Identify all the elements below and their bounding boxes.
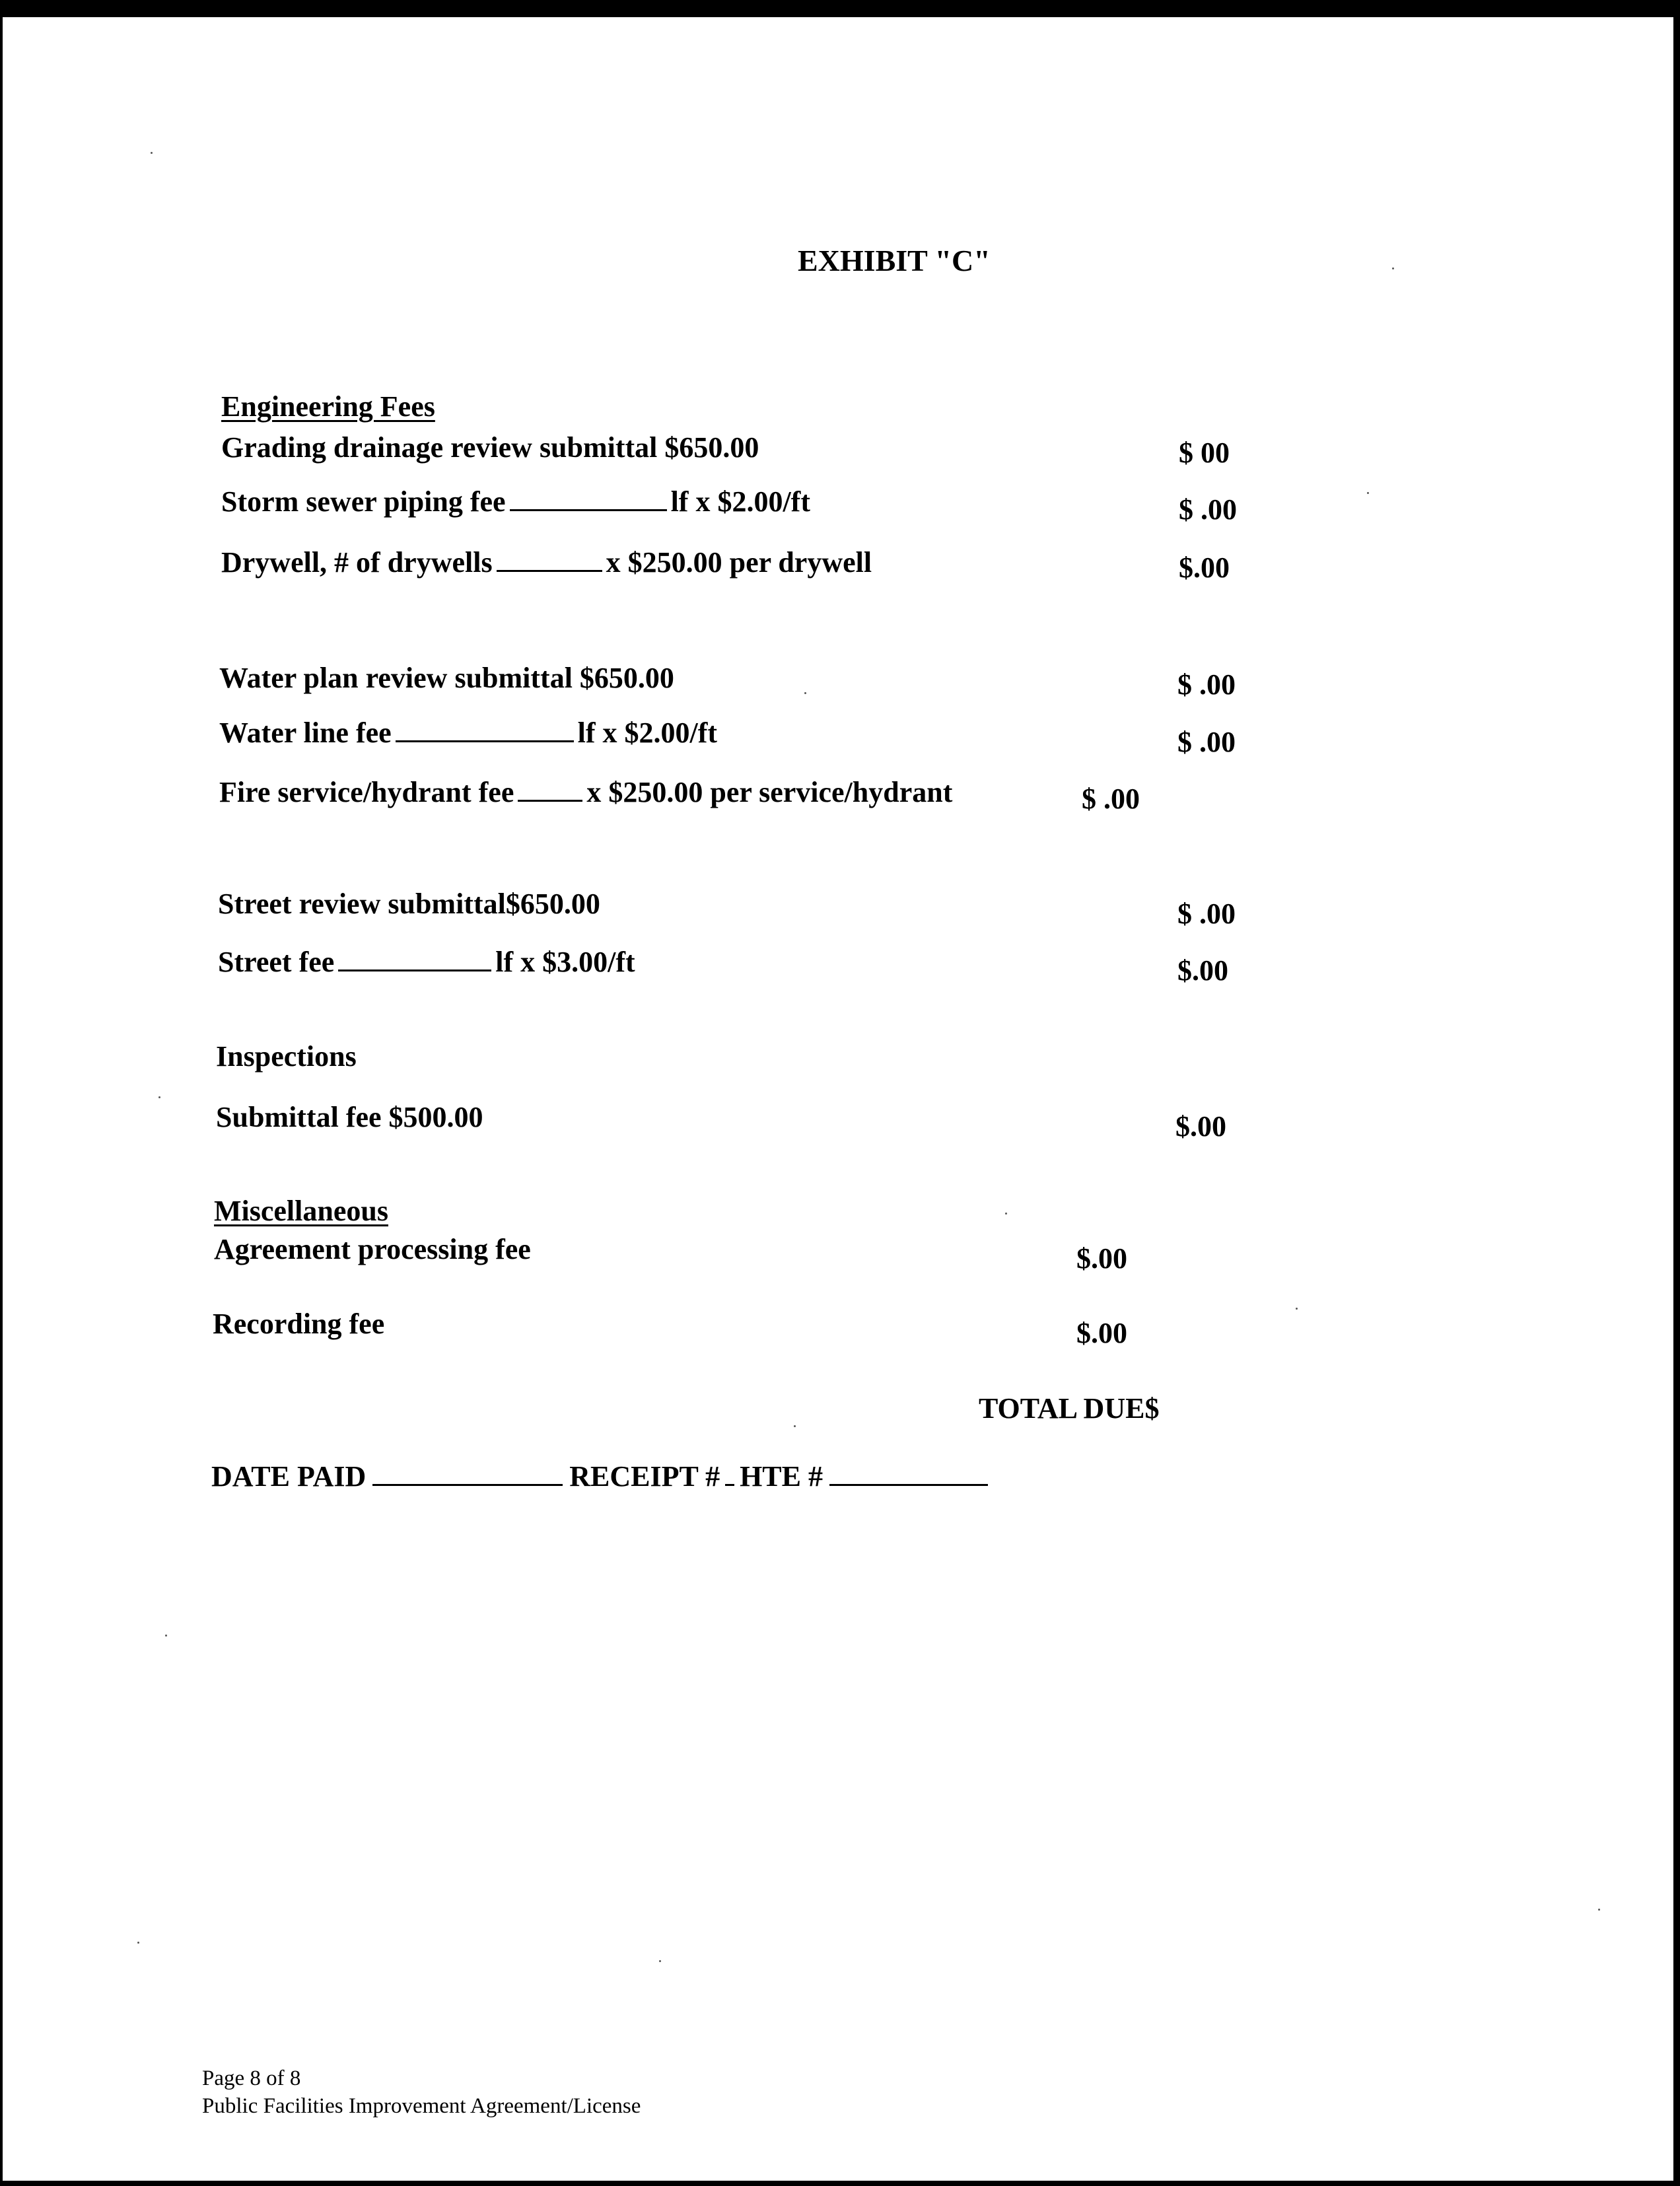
street-fee-row [218, 948, 635, 977]
street-fee-rate: lf x $3.00/ft [495, 946, 635, 978]
inspection-submittal-amount: $.00 [1175, 1110, 1226, 1143]
date-paid-label: DATE PAID [211, 1460, 367, 1493]
footer-document-title: Public Facilities Improvement Agreement/License [202, 2094, 641, 2118]
total-due-label: TOTAL DUE$ [979, 1392, 1160, 1425]
drywell-rate: x $250.00 per drywell [606, 546, 872, 579]
storm-sewer-amount: $ .00 [1179, 493, 1237, 526]
inspections-heading: Inspections [216, 1040, 357, 1073]
scan-speck [659, 1960, 661, 1962]
street-fee-amount: $.00 [1177, 954, 1228, 987]
street-review-label: Street review submittal$650.00 [218, 888, 600, 920]
drywell-row [221, 548, 872, 577]
footer-page-number: Page 8 of 8 [202, 2066, 301, 2090]
storm-sewer-length-blank [510, 509, 667, 511]
water-line-length-blank [396, 740, 574, 742]
fire-service-rate: x $250.00 per service/hydrant [586, 776, 953, 808]
street-fee-length-blank [338, 970, 491, 971]
scan-speck [158, 1096, 160, 1098]
street-review-amount: $ .00 [1177, 898, 1236, 930]
hte-label: HTE # [740, 1460, 823, 1493]
scan-speck [1005, 1213, 1007, 1215]
scan-speck [1598, 1909, 1600, 1911]
page-title: EXHIBIT "C" [798, 244, 991, 277]
miscellaneous-heading: Miscellaneous [214, 1195, 388, 1227]
fire-service-label: Fire service/hydrant fee [219, 776, 514, 808]
scan-speck [151, 152, 153, 154]
water-line-amount: $ .00 [1177, 726, 1236, 758]
fire-service-count-blank [518, 800, 582, 802]
scan-border-top [0, 0, 1680, 17]
street-fee-label: Street fee [218, 946, 335, 978]
scan-speck [804, 692, 806, 694]
agreement-processing-label: Agreement processing fee [214, 1233, 531, 1265]
water-plan-review-label: Water plan review submittal $650.00 [219, 662, 674, 694]
grading-review-label: Grading drainage review submittal $650.00 [221, 431, 759, 464]
receipt-label: RECEIPT # [569, 1460, 720, 1493]
hte-blank [829, 1484, 988, 1486]
fire-service-amount: $ .00 [1082, 783, 1140, 815]
scan-border-bottom [0, 2181, 1680, 2186]
scan-border-left [0, 0, 3, 2186]
scan-border-right [1673, 0, 1680, 2186]
scan-speck [1367, 492, 1369, 494]
scan-speck [137, 1942, 139, 1944]
water-line-label: Water line fee [219, 717, 392, 749]
recording-fee-amount: $.00 [1076, 1317, 1127, 1349]
drywell-amount: $.00 [1179, 551, 1230, 584]
grading-review-amount: $ 00 [1179, 437, 1230, 469]
water-line-rate: lf x $2.00/ft [577, 717, 718, 749]
fire-service-row [219, 778, 952, 807]
water-line-row [219, 719, 717, 748]
water-plan-review-amount: $ .00 [1177, 668, 1236, 701]
storm-sewer-row [221, 487, 810, 516]
date-paid-blank [372, 1484, 563, 1486]
storm-sewer-label: Storm sewer piping fee [221, 485, 506, 518]
scan-speck [165, 1635, 167, 1637]
scan-speck [794, 1425, 796, 1427]
receipt-blank [725, 1484, 734, 1486]
inspection-submittal-label: Submittal fee $500.00 [216, 1101, 483, 1133]
recording-fee-label: Recording fee [213, 1308, 385, 1340]
drywell-count-blank [497, 570, 602, 572]
agreement-processing-amount: $.00 [1076, 1242, 1127, 1275]
scan-speck [1392, 267, 1394, 269]
engineering-fees-heading: Engineering Fees [221, 390, 435, 423]
drywell-label: Drywell, # of drywells [221, 546, 493, 579]
payment-row [211, 1462, 995, 1491]
storm-sewer-rate: lf x $2.00/ft [670, 485, 810, 518]
scan-speck [1296, 1308, 1298, 1310]
